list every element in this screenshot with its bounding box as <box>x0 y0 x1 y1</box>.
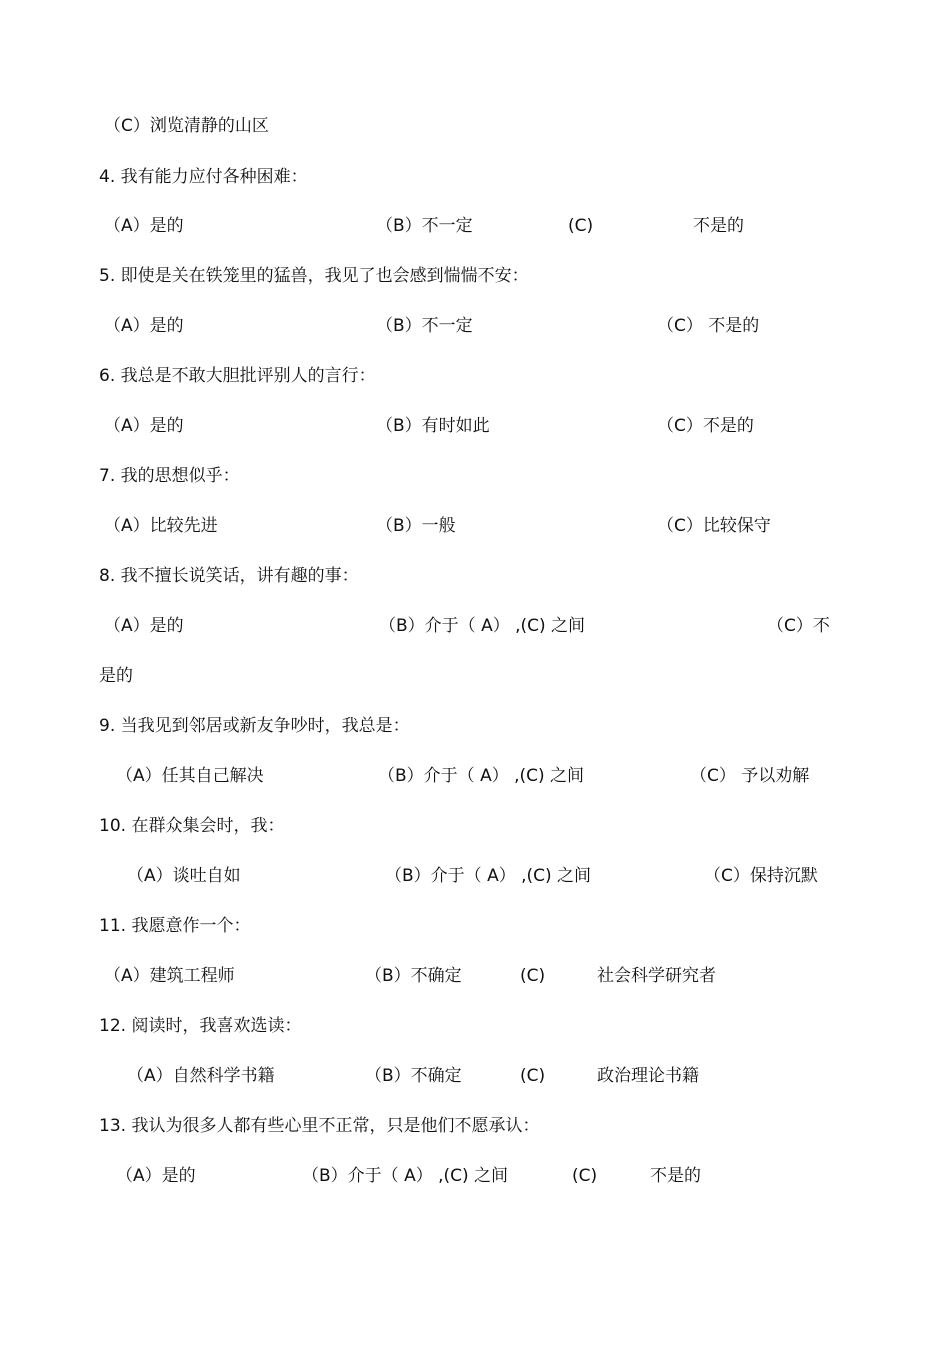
option-text: （B）不一定 <box>376 316 473 336</box>
option-text: （B）介于（ A） ,(C) 之间 <box>385 866 592 886</box>
question-text: 9. 当我见到邻居或新友争吵时，我总是： <box>99 716 410 736</box>
option-text: 不是的 <box>693 216 744 236</box>
option-text: （C）不是的 <box>657 416 754 436</box>
option-text: （B）介于（ A） ,(C) 之间 <box>379 616 586 636</box>
option-text: （C）比较保守 <box>657 516 771 536</box>
option-text: （A）谈吐自如 <box>127 866 241 886</box>
option-text: 不是的 <box>650 1166 701 1186</box>
option-text: (C) <box>520 966 546 986</box>
option-text: （A）是的 <box>104 316 184 336</box>
question-text: 12. 阅读时，我喜欢选读： <box>99 1016 302 1036</box>
option-text: （A）建筑工程师 <box>104 966 235 986</box>
option-text: （B）一般 <box>376 516 456 536</box>
option-text: （B）不一定 <box>376 216 473 236</box>
question-text: 8. 我不擅长说笑话，讲有趣的事： <box>99 566 359 586</box>
option-text: 政治理论书籍 <box>597 1066 699 1086</box>
option-text: （C）浏览清静的山区 <box>104 116 269 136</box>
option-text: （A）是的 <box>116 1166 196 1186</box>
option-text: (C) <box>568 216 594 236</box>
option-text: （A）自然科学书籍 <box>127 1066 275 1086</box>
option-text: （B）介于（ A） ,(C) 之间 <box>378 766 585 786</box>
option-text: （A）任其自己解决 <box>116 766 264 786</box>
question-text: 7. 我的思想似乎： <box>99 466 240 486</box>
question-text: 5. 即使是关在铁笼里的猛兽，我见了也会感到惴惴不安： <box>99 266 529 286</box>
option-text: （C） 予以劝解 <box>690 766 810 786</box>
option-text: (C) <box>520 1066 546 1086</box>
question-text: 6. 我总是不敢大胆批评别人的言行： <box>99 366 376 386</box>
option-text: 是的 <box>99 666 133 686</box>
option-text: （C）保持沉默 <box>704 866 818 886</box>
option-text: （A）是的 <box>104 216 184 236</box>
question-text: 13. 我认为很多人都有些心里不正常，只是他们不愿承认： <box>99 1116 540 1136</box>
option-text: （A）是的 <box>104 416 184 436</box>
option-text: (C) <box>572 1166 598 1186</box>
question-text: 11. 我愿意作一个： <box>99 916 251 936</box>
option-text: （C）不 <box>767 616 830 636</box>
question-text: 10. 在群众集会时，我： <box>99 816 285 836</box>
option-text: （C） 不是的 <box>657 316 760 336</box>
option-text: （A）比较先进 <box>104 516 218 536</box>
option-text: （B）介于（ A） ,(C) 之间 <box>302 1166 509 1186</box>
option-text: （B）不确定 <box>365 1066 462 1086</box>
option-text: （B）有时如此 <box>376 416 490 436</box>
question-text: 4. 我有能力应付各种困难： <box>99 167 308 187</box>
option-text: 社会科学研究者 <box>597 966 716 986</box>
option-text: （A）是的 <box>104 616 184 636</box>
option-text: （B）不确定 <box>365 966 462 986</box>
